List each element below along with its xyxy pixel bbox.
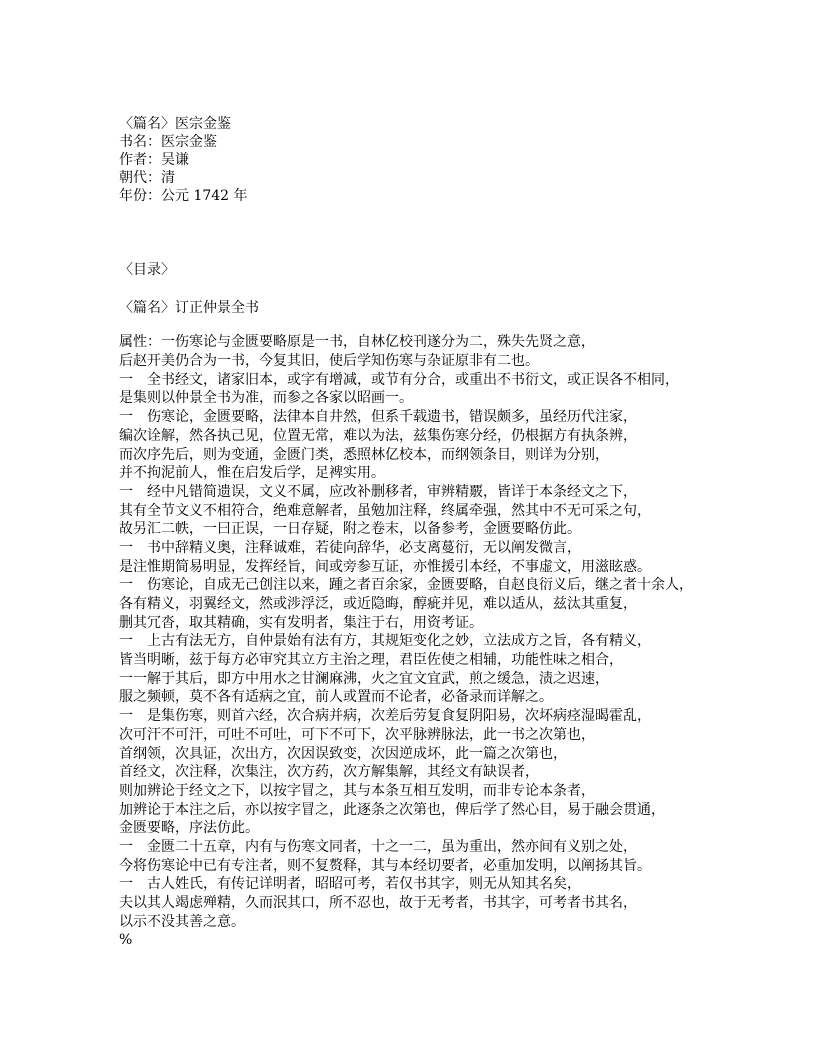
body-line: 皆当明晰，兹于每方必审究其立方主治之理，君臣佐使之相辅，功能性味之相合，	[119, 652, 623, 669]
body-line: 删其冗沓，取其精确，实有发明者，集注于右，用资考证。	[119, 614, 483, 631]
body-line: 今将伤寒论中已有专注者，则不复赘释，其与本经切要者，必重加发明，以阐扬其旨。	[119, 857, 651, 874]
document-body	[119, 333, 739, 950]
body-line: 故另汇二帙，一曰正误，一日存疑，附之卷末，以备参考，金匮要略仿此。	[119, 521, 581, 538]
body-line: 夫以其人竭虑殚精，久而泯其口，所不忍也，故于无考者，书其字，可考者书其名，	[119, 895, 637, 911]
body-line: 一 是集伤寒，则首六经，次合病并病，次差后劳复食复阴阳易，次坏病痉湿暍霍乱，	[119, 708, 651, 725]
spacer	[119, 280, 739, 299]
body-line: 首经文，次注释，次集注，次方药，次方解集解，其经文有缺误者，	[119, 764, 539, 781]
body-line: 并不拘泥前人，惟在启发后学，足裨实用。	[119, 465, 385, 482]
section-title: 〈篇名〉订正仲景全书	[119, 299, 259, 316]
body-line: 一 书中辞精义奥，注释诚难，若徒向辞华，必支离蔓衍，无以阐发微言，	[119, 539, 581, 556]
body-line: 其有全节文义不相符合，绝难意解者，虽勉加注释，终属牵强，然其中不无可采之句，	[119, 502, 651, 519]
meta-dynasty: 朝代：清	[119, 170, 175, 186]
spacer	[119, 205, 739, 261]
body-line: 一 全书经文，诸家旧本，或字有增减，或节有分合，或重出不书衍文，或正误各不相同，	[119, 371, 679, 388]
meta-title-line: 〈篇名〉医宗金鉴	[119, 116, 231, 132]
document-page	[119, 115, 739, 950]
body-line: 则加辨论于经文之下，以按字冒之，其与本条互相互发明，而非专论本条者，	[119, 782, 595, 799]
body-line: 一 古人姓氏，有传记详明者，昭昭可考，若仅书其字，则无从知其名矣，	[119, 876, 581, 893]
meta-author: 作者：吴谦	[119, 152, 189, 168]
body-line: 金匮要略，序法仿此。	[119, 820, 259, 837]
spacer	[119, 317, 739, 333]
end-mark: %	[119, 932, 133, 949]
body-line: 次可汗不可汗，可吐不可吐，可下不可下，次平脉辨脉法，此一书之次第也，	[119, 726, 595, 743]
body-line: 服之频顿，莫不各有适病之宜，前人或置而不论者，必备录而详解之。	[119, 689, 553, 706]
meta-book-name: 书名：医宗金鉴	[119, 134, 217, 150]
body-line: 一 伤寒论，金匮要略，法律本自井然，但系千载遗书，错误颇多，虽经历代注家，	[119, 409, 637, 426]
body-line: 是注惟期简易明显，发挥经旨，间或旁参互证，亦惟援引本经，不事虚文，用滋眩惑。	[119, 558, 651, 575]
body-line: 一 上古有法无方，自仲景始有法有方，其规矩变化之妙，立法成方之旨，各有精义，	[119, 633, 651, 650]
body-line: 编次诠解，然各执己见，位置无常，难以为法，兹集伤寒分经，仍根据方有执条辨，	[119, 427, 637, 444]
document-meta	[119, 115, 739, 205]
body-line: 一 伤寒论，自成无己创注以来，踵之者百余家，金匮要略，自赵良衍义后，继之者十余人，	[119, 577, 693, 594]
body-line: 是集则以仲景全书为准，而参之各家以昭画一。	[119, 390, 413, 407]
meta-year: 年份：公元 1742 年	[119, 188, 248, 204]
body-line: 一一解于其后，即方中用水之甘澜麻沸，火之宜文宜武，煎之缓急，渍之迟速，	[119, 670, 609, 687]
toc-label: 〈目录〉	[119, 262, 175, 278]
body-line: 以示不没其善之意。	[119, 913, 245, 930]
body-line: 而次序先后，则为变通，金匮门类，悉照林亿校本，而纲领条目，则详为分别，	[119, 446, 609, 463]
body-line: 后赵开美仍合为一书，今复其旧，使后学知伤寒与杂证原非有二也。	[119, 353, 539, 370]
body-line: 首纲领，次具证，次出方，次因误致变，次因逆成坏，此一篇之次第也，	[119, 745, 567, 762]
body-line: 属性：一伤寒论与金匮要略原是一书，自林亿校刊遂分为二，殊失先贤之意，	[119, 334, 595, 351]
body-line: 各有精义，羽翼经文，然或涉浮泛，或近隐晦，醇疵并见，难以适从，兹汰其重复，	[119, 596, 637, 612]
body-line: 加辨论于本注之后，亦以按字冒之，此逐条之次第也，俾后学了然心目，易于融会贯通，	[119, 801, 665, 818]
body-line: 一 经中凡错简遗误，文义不属，应改补删移者，审辨精覈，皆详于本条经文之下，	[119, 483, 637, 500]
body-line: 一 金匮二十五章，内有与伤寒文同者，十之一二，虽为重出，然亦间有义别之处，	[119, 838, 637, 855]
